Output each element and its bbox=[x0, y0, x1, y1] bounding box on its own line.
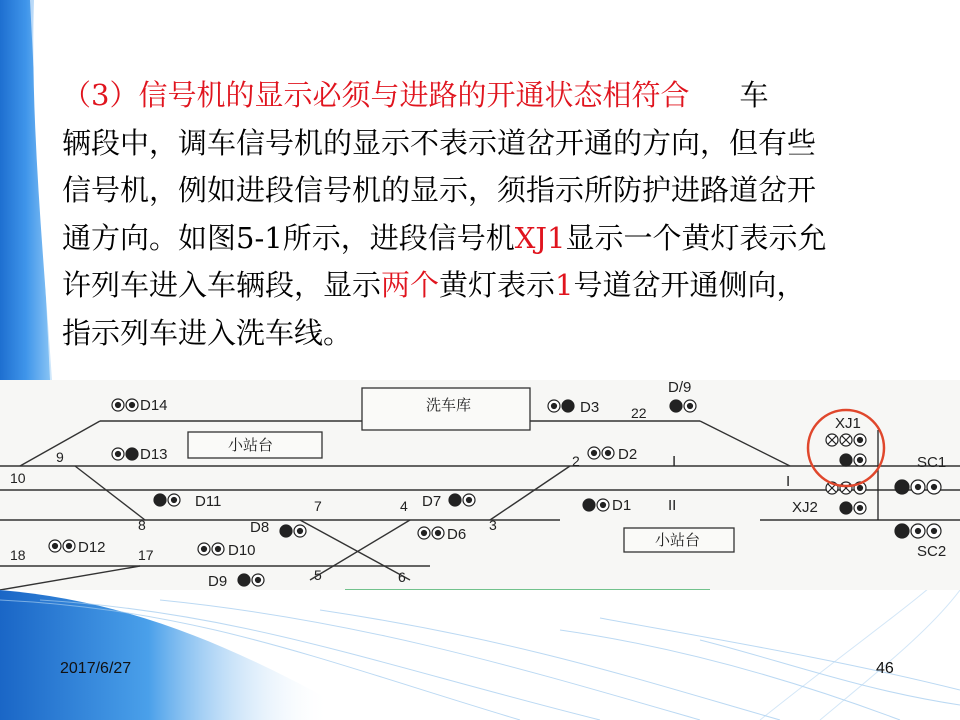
switch-number-8: 8 bbox=[138, 517, 146, 533]
paragraph-line bbox=[62, 215, 902, 263]
paragraph-line bbox=[62, 120, 902, 168]
signal-label-xj1: XJ1 bbox=[835, 415, 861, 432]
switch-number-22: 22 bbox=[631, 405, 647, 421]
switch-number-3: 3 bbox=[489, 517, 497, 533]
signal-label-d7: D7 bbox=[422, 493, 442, 510]
signal-label-d2: D2 bbox=[618, 446, 638, 463]
switch-number-18: 18 bbox=[10, 547, 26, 563]
body-text: 显示一个黄灯表示允 bbox=[565, 220, 827, 255]
switch-number-4: 4 bbox=[400, 498, 408, 514]
signal-label-xj2: XJ2 bbox=[792, 499, 818, 516]
railway-yard-diagram bbox=[0, 380, 960, 590]
signal-label-d1: D1 bbox=[612, 497, 632, 514]
signal-label-d14: D14 bbox=[140, 397, 168, 414]
highlighted-text: XJ1 bbox=[514, 220, 566, 255]
track-label-i-top: I bbox=[672, 453, 677, 470]
signal-label-d10: D10 bbox=[228, 542, 256, 559]
signal-label-d79: D/9 bbox=[668, 380, 692, 396]
switch-number-10: 10 bbox=[10, 470, 26, 486]
slide-paragraph bbox=[62, 72, 902, 357]
switch-number-17: 17 bbox=[138, 547, 154, 563]
body-text: 许列车进入车辆段，显示 bbox=[62, 268, 382, 302]
highlighted-text: 1 bbox=[555, 268, 574, 302]
signal-label-sc1: SC1 bbox=[917, 454, 947, 471]
wash-shed-label: 洗车库 bbox=[426, 396, 472, 414]
signal-label-d8: D8 bbox=[250, 519, 270, 536]
signal-label-d12: D12 bbox=[78, 539, 106, 556]
signal-label-d13: D13 bbox=[140, 446, 168, 463]
signal-label-d11: D11 bbox=[195, 493, 222, 510]
paragraph-line bbox=[62, 167, 902, 215]
track-label-ii: II bbox=[668, 497, 677, 514]
slide-page-number: 46 bbox=[876, 660, 894, 677]
body-text: 黄灯表示 bbox=[439, 268, 556, 302]
body-text: 车 bbox=[739, 78, 769, 112]
slide-date: 2017/6/27 bbox=[60, 660, 132, 677]
switch-number-6: 6 bbox=[398, 569, 406, 585]
track-label-i-mid: I bbox=[786, 473, 791, 490]
body-text: 通方向。如图5-1所示，进段信号机 bbox=[62, 220, 515, 255]
platform-bottom-label: 小站台 bbox=[655, 531, 701, 549]
switch-number-5: 5 bbox=[314, 567, 322, 583]
paragraph-line bbox=[62, 310, 902, 358]
platform-top-label: 小站台 bbox=[228, 436, 274, 454]
signal-label-sc2: SC2 bbox=[917, 543, 947, 560]
paragraph-line bbox=[62, 72, 902, 120]
body-text: 辆段中，调车信号机的显示不表示道岔开通的方向，但有些 bbox=[62, 125, 817, 160]
highlighted-text: （3）信号机的显示必须与进路的开通状态相符合 bbox=[62, 78, 690, 112]
paragraph-line bbox=[62, 262, 902, 310]
body-text: 指示列车进入洗车线。 bbox=[62, 315, 353, 350]
signal-label-d9: D9 bbox=[208, 573, 228, 590]
switch-number-7: 7 bbox=[314, 498, 322, 514]
body-text: 信号机，例如进段信号机的显示，须指示所防护进路道岔开 bbox=[62, 173, 817, 207]
signal-label-d3: D3 bbox=[580, 399, 600, 416]
bottom-wave-band bbox=[0, 590, 330, 720]
signal-label-d6: D6 bbox=[447, 526, 467, 543]
switch-number-9: 9 bbox=[56, 449, 64, 465]
highlighted-text: 两个 bbox=[381, 268, 440, 302]
body-text: 号道岔开通侧向， bbox=[573, 268, 806, 302]
switch-number-2: 2 bbox=[572, 453, 580, 469]
